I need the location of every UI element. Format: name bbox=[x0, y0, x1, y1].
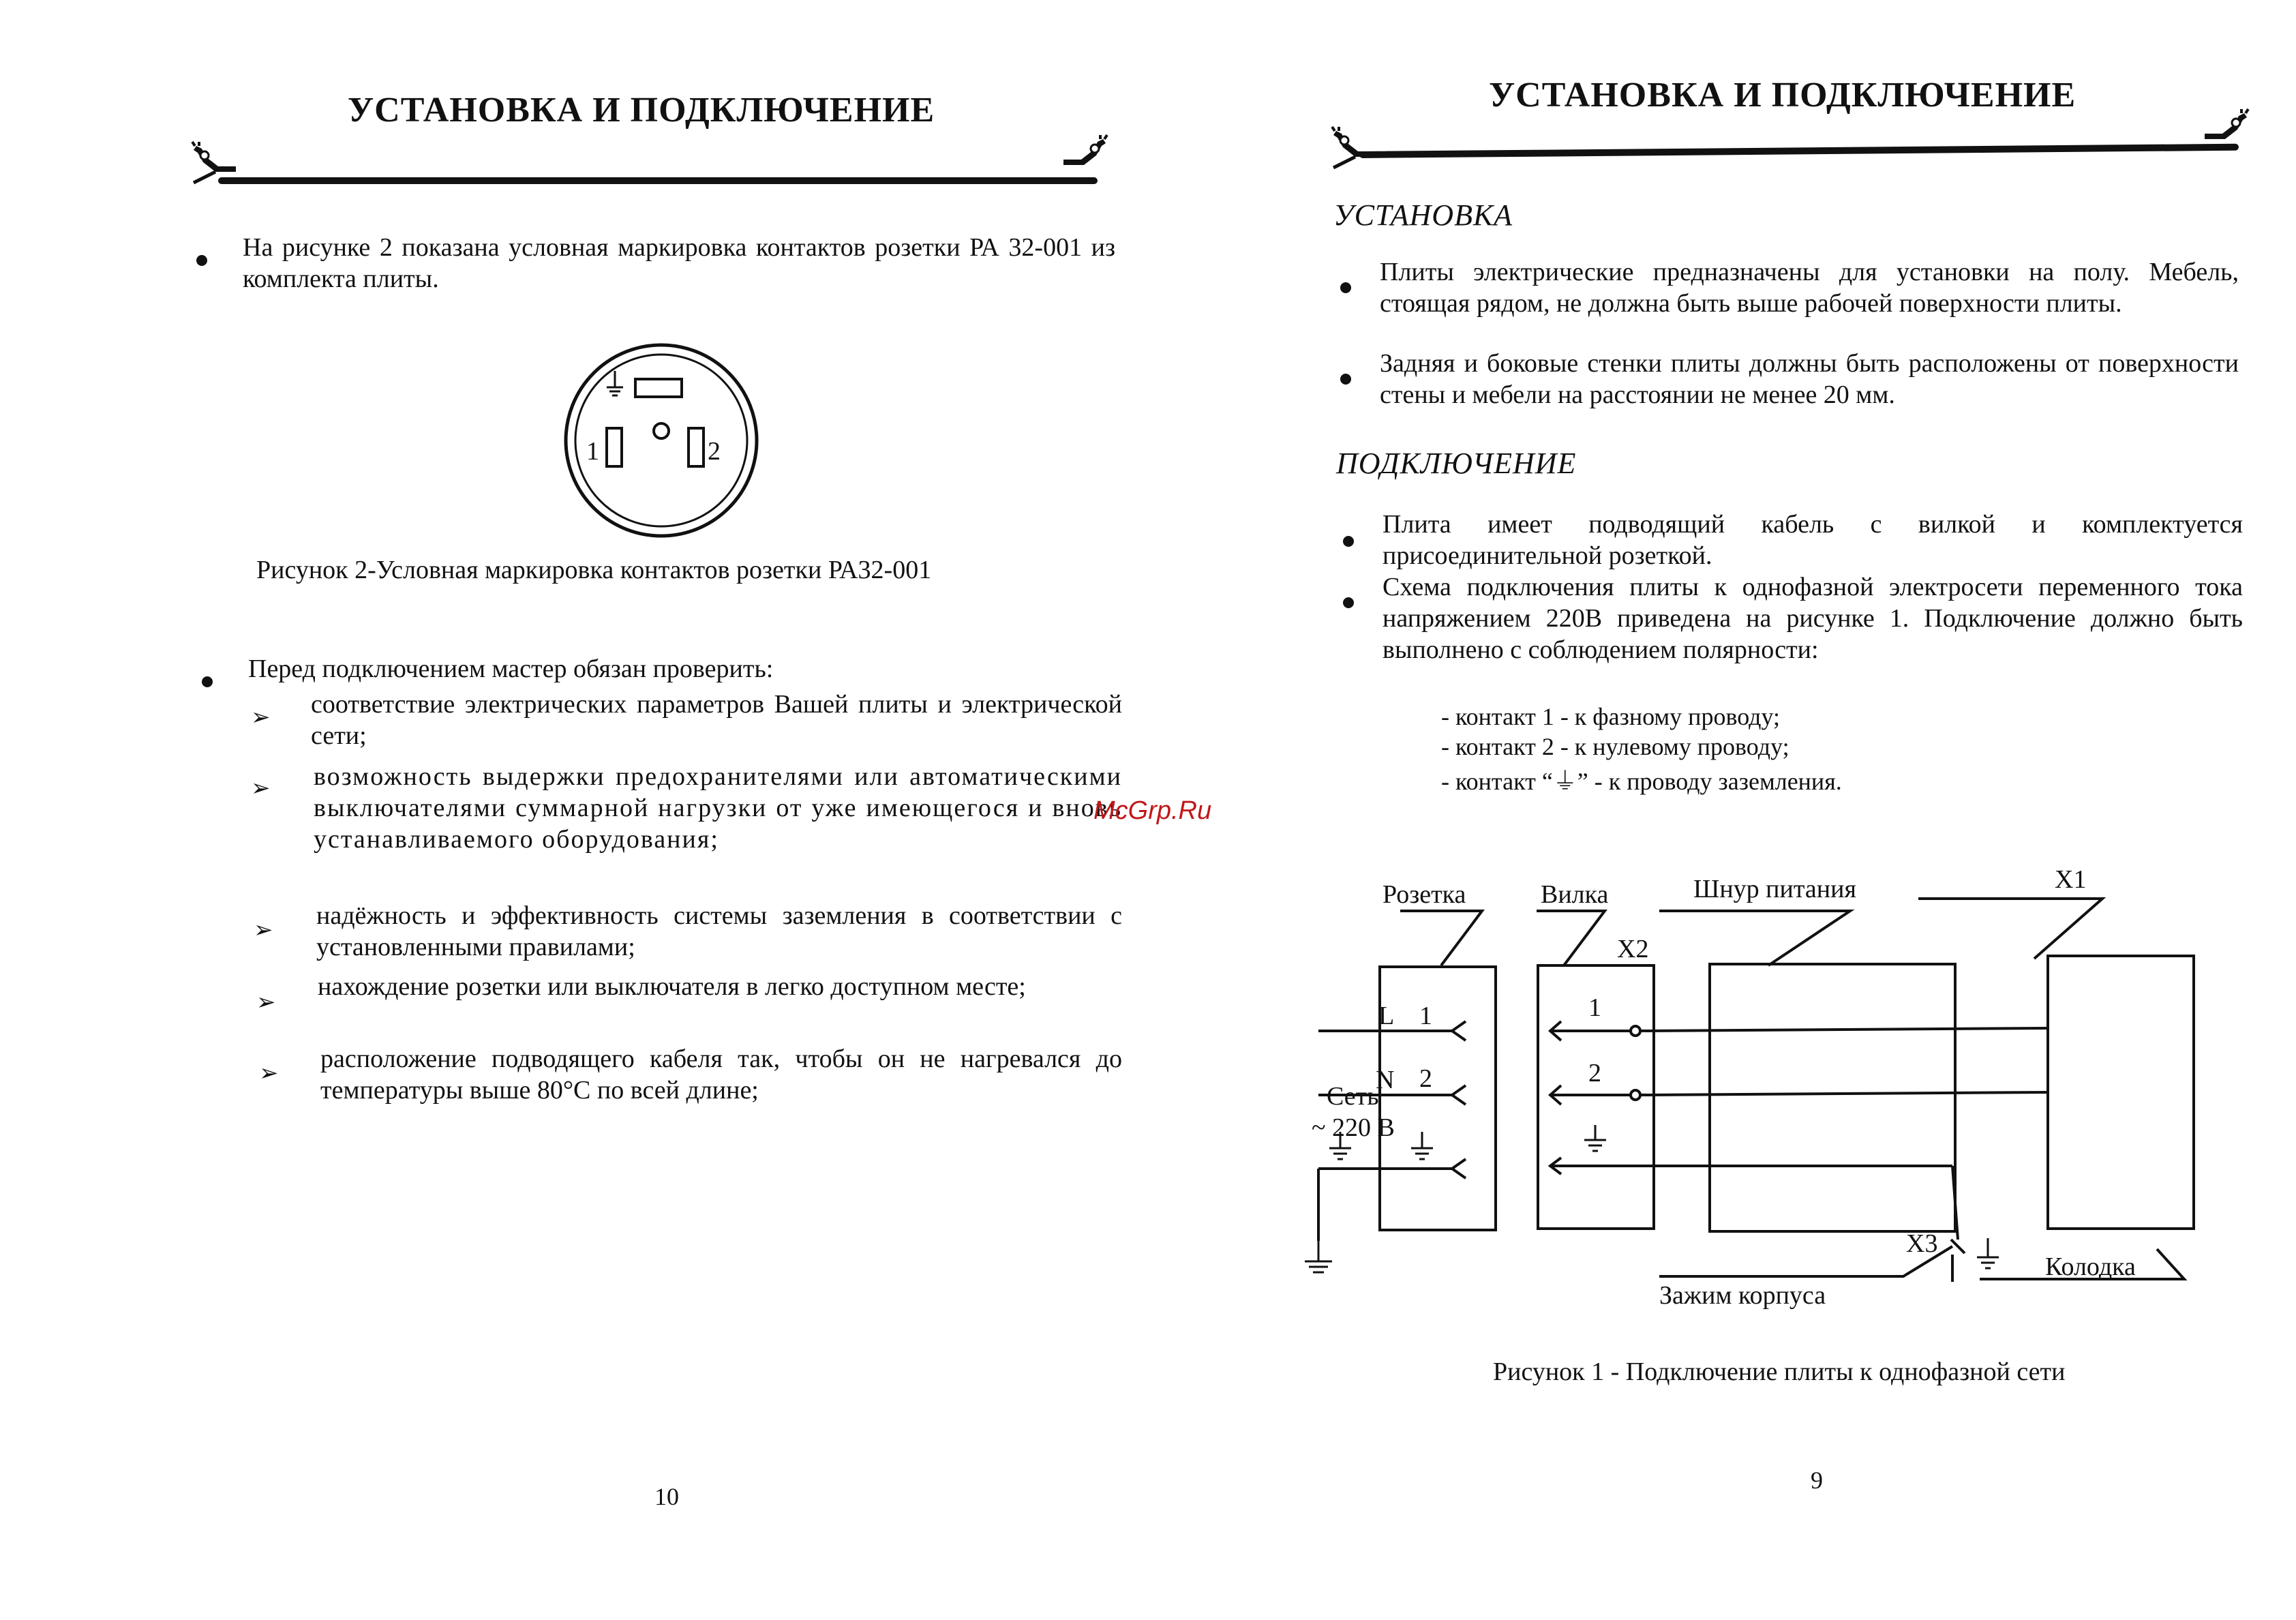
arrow-bullet-icon: ➢ bbox=[254, 918, 273, 943]
label-N: N bbox=[1376, 1066, 1395, 1094]
right-page bbox=[1148, 0, 2296, 1620]
section-title-connect: ПОДКЛЮЧЕНИЕ bbox=[1336, 447, 1577, 480]
label-voltage: ~ 220 В bbox=[1312, 1113, 1395, 1142]
socket-pin-2: 2 bbox=[1419, 1064, 1432, 1093]
label-zazhim: Зажим корпуса bbox=[1659, 1281, 1826, 1310]
check-item: надёжность и эффективность системы заземления в соответствии с установленными правилами; bbox=[316, 901, 1122, 961]
check-item: расположение подводящего кабеля так, чтобы он не нагревался до температуры выше 80°С по всей длине; bbox=[320, 1045, 1122, 1105]
arrow-bullet-icon: ➢ bbox=[259, 1061, 279, 1086]
install-item: Задняя и боковые стенки плиты должны быть расположены от поверхности стены и мебели на расстоянии не менее 20 мм. bbox=[1380, 349, 2239, 409]
check-item: соответствие электрических параметров Вашей плиты и электрической сети; bbox=[311, 690, 1122, 750]
section-title-install: УСТАНОВКА bbox=[1333, 198, 1513, 232]
label-x1: Х1 bbox=[2055, 865, 2087, 894]
bullet bbox=[196, 255, 207, 266]
label-L: L bbox=[1378, 1002, 1395, 1030]
check-intro: Перед подключением мастер обязан проверить: bbox=[248, 655, 774, 683]
plug-pin-2: 2 bbox=[1588, 1059, 1601, 1088]
label-x2: Х2 bbox=[1617, 935, 1649, 963]
socket-pin-1: 1 bbox=[1419, 1002, 1432, 1030]
intro-text: На рисунке 2 показана условная маркировка контактов розетки РА 32-001 из комплекта плиты. bbox=[243, 233, 1115, 293]
bullet bbox=[1343, 597, 1354, 608]
contact-line: - контакт 2 - к нулевому проводу; bbox=[1441, 733, 1789, 760]
figure-1-caption: Рисунок 1 - Подключение плиты к однофазной сети bbox=[1493, 1358, 2066, 1386]
plug-pin-1: 1 bbox=[1588, 993, 1601, 1022]
arrow-bullet-icon: ➢ bbox=[256, 990, 276, 1015]
connect-item: Схема подключения плиты к однофазной электросети переменного тока напряжением 220В приведена на рисунке 1. Подключение должно быть выполнено с соблюдением полярности: bbox=[1383, 573, 2243, 664]
label-set: Сеть bbox=[1327, 1082, 1379, 1111]
page-number: 10 bbox=[654, 1483, 679, 1510]
header-rule bbox=[218, 177, 1098, 184]
socket-contact-1: 1 bbox=[586, 437, 599, 466]
label-kolodka: Колодка bbox=[2045, 1252, 2136, 1281]
label-rozetka: Розетка bbox=[1383, 880, 1466, 909]
connect-item: Плита имеет подводящий кабель с вилкой и комплектуется присоединительной розеткой. bbox=[1383, 510, 2243, 570]
bullet bbox=[1340, 374, 1351, 385]
page-number: 9 bbox=[1811, 1467, 1823, 1494]
giraffe-right-icon bbox=[1057, 135, 1111, 190]
page-title: УСТАНОВКА И ПОДКЛЮЧЕНИЕ bbox=[1489, 76, 2076, 115]
header-rule bbox=[1359, 144, 2239, 158]
watermark: McGrp.Ru bbox=[1093, 796, 1212, 825]
bullet bbox=[1343, 536, 1354, 547]
check-item: возможность выдержки предохранителями или автоматическими выключателями суммарной нагрузки от уже имеющегося и вновь устанавливаемого оборудования; bbox=[314, 762, 1122, 854]
page-title: УСТАНОВКА И ПОДКЛЮЧЕНИЕ bbox=[348, 91, 935, 130]
giraffe-left-icon bbox=[188, 142, 243, 196]
install-item: Плиты электрические предназначены для установки на полу. Мебель, стоящая рядом, не должна быть выше рабочей поверхности плиты. bbox=[1380, 258, 2239, 318]
label-x3: Х3 bbox=[1906, 1229, 1938, 1258]
check-item: нахождение розетки или выключателя в легко доступном месте; bbox=[318, 972, 1026, 1001]
bullet bbox=[1340, 282, 1351, 293]
contact-line: - контакт “⏚” - к проводу заземления. bbox=[1441, 768, 1842, 795]
arrow-bullet-icon: ➢ bbox=[251, 705, 271, 730]
socket-contact-2: 2 bbox=[708, 437, 721, 466]
bullet bbox=[202, 676, 213, 687]
label-vilka: Вилка bbox=[1541, 880, 1609, 909]
label-shnur: Шнур питания bbox=[1693, 875, 1856, 903]
giraffe-right-icon bbox=[2198, 109, 2252, 164]
wiring-diagram bbox=[1312, 845, 2280, 1323]
figure-2-caption: Рисунок 2-Условная маркировка контактов розетки РА32-001 bbox=[256, 556, 932, 584]
arrow-bullet-icon: ➢ bbox=[251, 776, 271, 801]
contact-line: - контакт 1 - к фазному проводу; bbox=[1441, 703, 1781, 730]
socket-figure bbox=[559, 338, 764, 543]
